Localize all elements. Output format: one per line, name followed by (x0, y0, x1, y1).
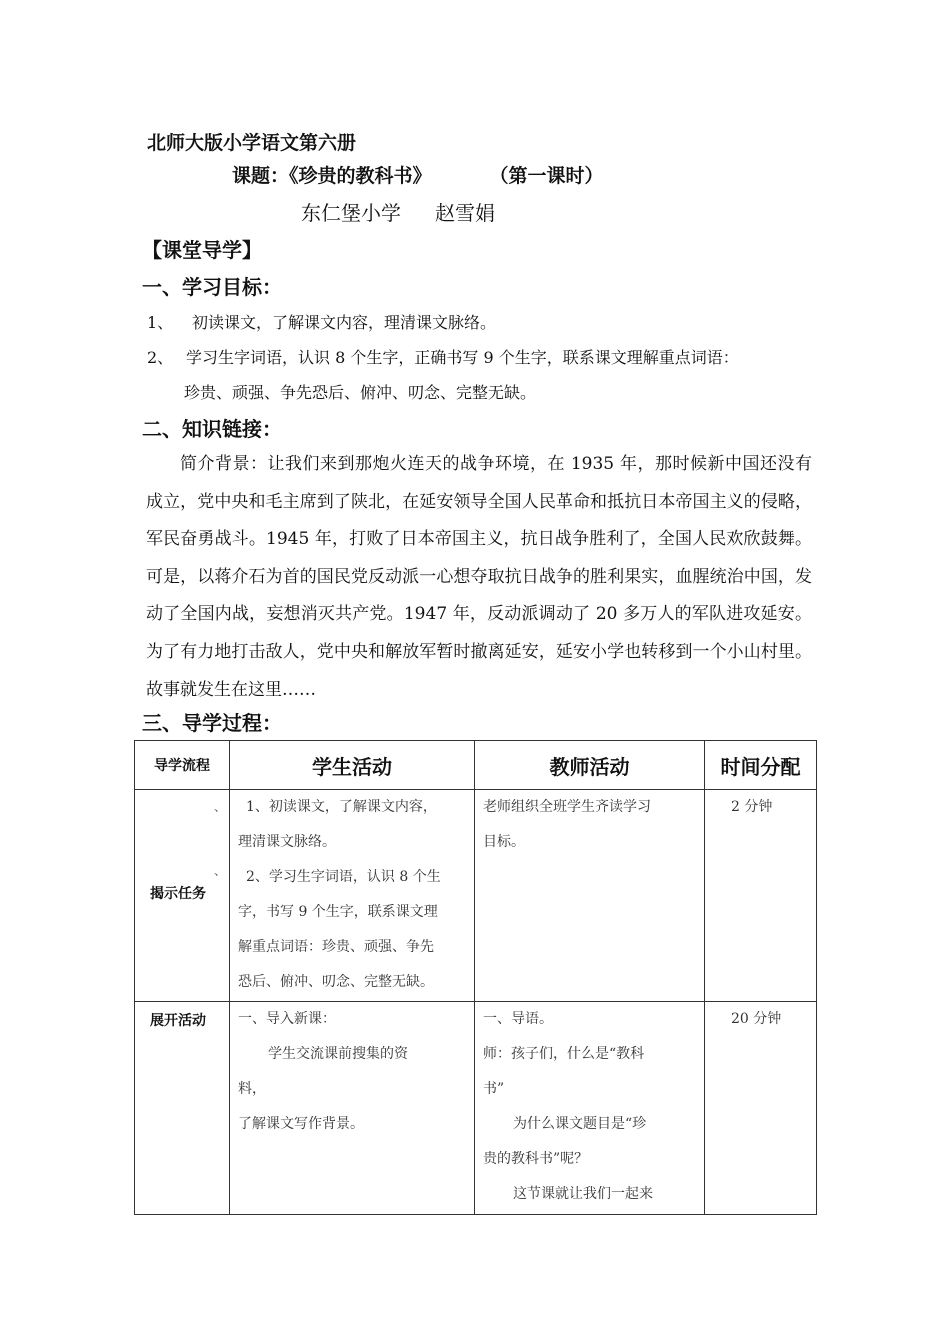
teacher-activity-cell (475, 1002, 705, 1215)
stage-label: 揭示任务 (150, 886, 206, 902)
cell-line: 料， (238, 1081, 266, 1097)
stage-label: 展开活动 (150, 1013, 206, 1029)
cell-line: 学生交流课前搜集的资 (268, 1046, 408, 1062)
cell-line: 这节课就让我们一起来 (513, 1186, 653, 1202)
cell-line: 书” (483, 1081, 505, 1097)
time-value: 20 分钟 (731, 1011, 782, 1027)
student-activity-cell (230, 790, 475, 1002)
background-paragraph: 简介背景：让我们来到那炮火连天的战争环境，在 1935 年，那时候新中国还没有成立，党中央和毛主席到了陕北，在延安领导全国人民革命和抵抗日本帝国主义的侵略，军民奋勇战斗。1945 年，打败了日本帝国主义，抗日战争胜利了，全国人民欢欣鼓舞。可是，以蒋介石为首的国民党反动派一心想夺取抗日战争的胜利果实，血腥统治中国，发动了全国内战，妄想消灭共产党。1947 年，反动派调动了 20 多万人的军队进攻延安。为了有力地打击敌人，党中央和解放军暂时撤离延安，延安小学也转移到一个小山村里。故事就发生在这里…… (146, 454, 812, 700)
cell-line: 2、学习生字词语，认识 8 个生 (246, 869, 441, 885)
goals-heading: 一、学习目标： (142, 275, 282, 299)
cell-line: 字，书写 9 个生字，联系课文理 (238, 904, 438, 920)
cell-line: 目标。 (483, 834, 525, 850)
goal-text-continued: 珍贵、顽强、争先恐后、俯冲、叨念、完整无缺。 (184, 383, 537, 402)
cell-line: 了解课文写作背景。 (238, 1116, 364, 1132)
publisher-title: 北师大版小学语文第六册 (147, 132, 357, 154)
stage-mark: 、 (214, 800, 227, 814)
table-row (135, 1002, 817, 1215)
goal-number: 1、 (147, 313, 174, 332)
goal-item (147, 345, 739, 368)
header-cell: 时间分配 (705, 741, 817, 790)
cell-line: 老师组织全班学生齐读学习 (483, 799, 651, 815)
stage-cell (135, 790, 230, 1002)
header-cell: 学生活动 (230, 741, 475, 790)
lesson-topic (232, 161, 604, 188)
section-class-guide: 【课堂导学】 (142, 238, 262, 262)
goal-text: 初读课文，了解课文内容，理清课文脉络。 (192, 313, 497, 332)
cell-line: 恐后、俯冲、叨念、完整无缺。 (238, 974, 434, 990)
teacher-activity-cell (475, 790, 705, 1002)
header-cell: 教师活动 (475, 741, 705, 790)
cell-line: 为什么课文题目是“珍 (513, 1116, 647, 1132)
process-heading: 三、导学过程： (142, 711, 282, 735)
process-table (134, 740, 817, 1215)
author-line (301, 197, 495, 226)
stage-mark: 、 (214, 864, 227, 878)
teacher-name: 赵雪娟 (435, 201, 495, 225)
cell-line: 一、导语。 (483, 1011, 553, 1027)
table-header-row (135, 741, 817, 790)
time-cell (705, 1002, 817, 1215)
student-activity-cell (230, 1002, 475, 1215)
cell-line: 一、导入新课： (238, 1011, 336, 1027)
cell-line: 解重点词语：珍贵、顽强、争先 (238, 939, 434, 955)
goal-item (147, 310, 497, 333)
cell-line: 贵的教科书”呢？ (483, 1151, 589, 1167)
cell-line: 1、初读课文，了解课文内容， (246, 799, 437, 815)
cell-line: 师：孩子们，什么是“教科 (483, 1046, 645, 1062)
time-cell (705, 790, 817, 1002)
table-row (135, 790, 817, 1002)
lesson-title: 课题：《珍贵的教科书》 (232, 165, 432, 187)
school-name: 东仁堡小学 (301, 201, 401, 225)
time-value: 2 分钟 (731, 799, 773, 815)
header-cell: 导学流程 (135, 741, 230, 790)
goal-text: 学习生字词语，认识 8 个生字，正确书写 9 个生字，联系课文理解重点词语： (186, 348, 739, 367)
lesson-session: （第一课时） (489, 165, 604, 187)
knowledge-heading: 二、知识链接： (142, 417, 282, 441)
stage-cell (135, 1002, 230, 1215)
cell-line: 理清课文脉络。 (238, 834, 336, 850)
goal-number: 2、 (147, 348, 174, 367)
